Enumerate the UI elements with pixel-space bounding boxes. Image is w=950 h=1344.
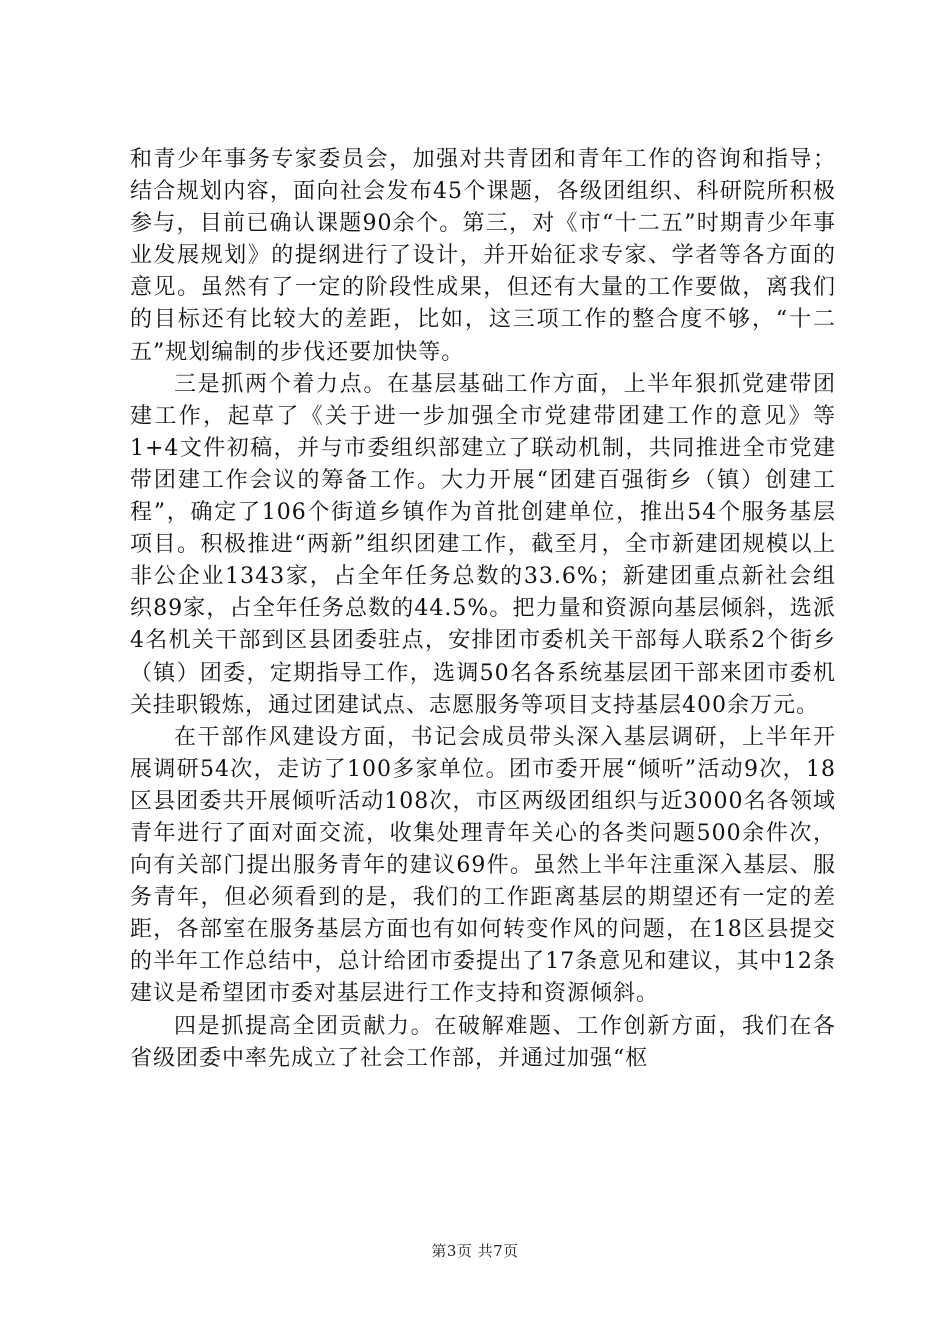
paragraph-continuation: 和青少年事务专家委员会，加强对共青团和青年工作的咨询和指导；结合规划内容，面向社会发布45个课题，各级团组织、科研院所积极参与，目前已确认课题90余个。第三，对《市“十二五”时期青少年事业发展规划》的提纲进行了设计，并开始征求专家、学者等各方面的意见。虽然有了一定的阶段性成果，但还有大量的工作要做，离我们的目标还有比较大的差距，比如，这三项工作的整合度不够，“十二五”规划编制的步伐还要加快等。 [130, 147, 836, 365]
paragraph-contribution: 四是抓提高全团贡献力。在破解难题、工作创新方面，我们在各省级团委中率先成立了社会工作部，并通过加强“枢 [130, 1013, 836, 1071]
paragraph-cadre-style: 在干部作风建设方面，书记会成员带头深入基层调研，上半年开展调研54次，走访了100多家单位。团市委开展“倾听”活动9次，18区县团委共开展倾听活动108次，市区两级团组织与近3000名各领域青年进行了面对面交流，收集处理青年关心的各类问题500余件次，向有关部门提出服务青年的建议69件。虽然上半年注重深入基层、服务青年，但必须看到的是，我们的工作距离基层的期望还有一定的差距，各部室在服务基层方面也有如何转变作风的问题，在18区县提交的半年工作总结中，总计给团市委提出了17条意见和建议，其中12条建议是希望团市委对基层进行工作支持和资源倾斜。 [130, 724, 836, 1007]
paragraph-grassroots-work: 三是抓两个着力点。在基层基础工作方面，上半年狠抓党建带团建工作，起草了《关于进一步加强全市党建带团建工作的意见》等1+4文件初稿，并与市委组织部建立了联动机制，共同推进全市党建带团建工作会议的筹备工作。大力开展“团建百强街乡（镇）创建工程”，确定了106个街道乡镇作为首批创建单位，推出54个服务基层项目。积极推进“两新”组织团建工作，截至月，全市新建团规模以上非公企业1343家，占全年任务总数的33.6%；新建团重点新社会组织89家，占全年任务总数的44.5%。把力量和资源向基层倾斜，选派4名机关干部到区县团委驻点，安排团市委机关干部每人联系2个街乡（镇）团委，定期指导工作，选调50名各系统基层团干部来团市委机关挂职锻炼，通过团建试点、志愿服务等项目支持基层400余万元。 [130, 371, 837, 718]
page-number-footer: 第3页 共7页 [431, 1242, 519, 1260]
document-body [130, 144, 836, 1075]
